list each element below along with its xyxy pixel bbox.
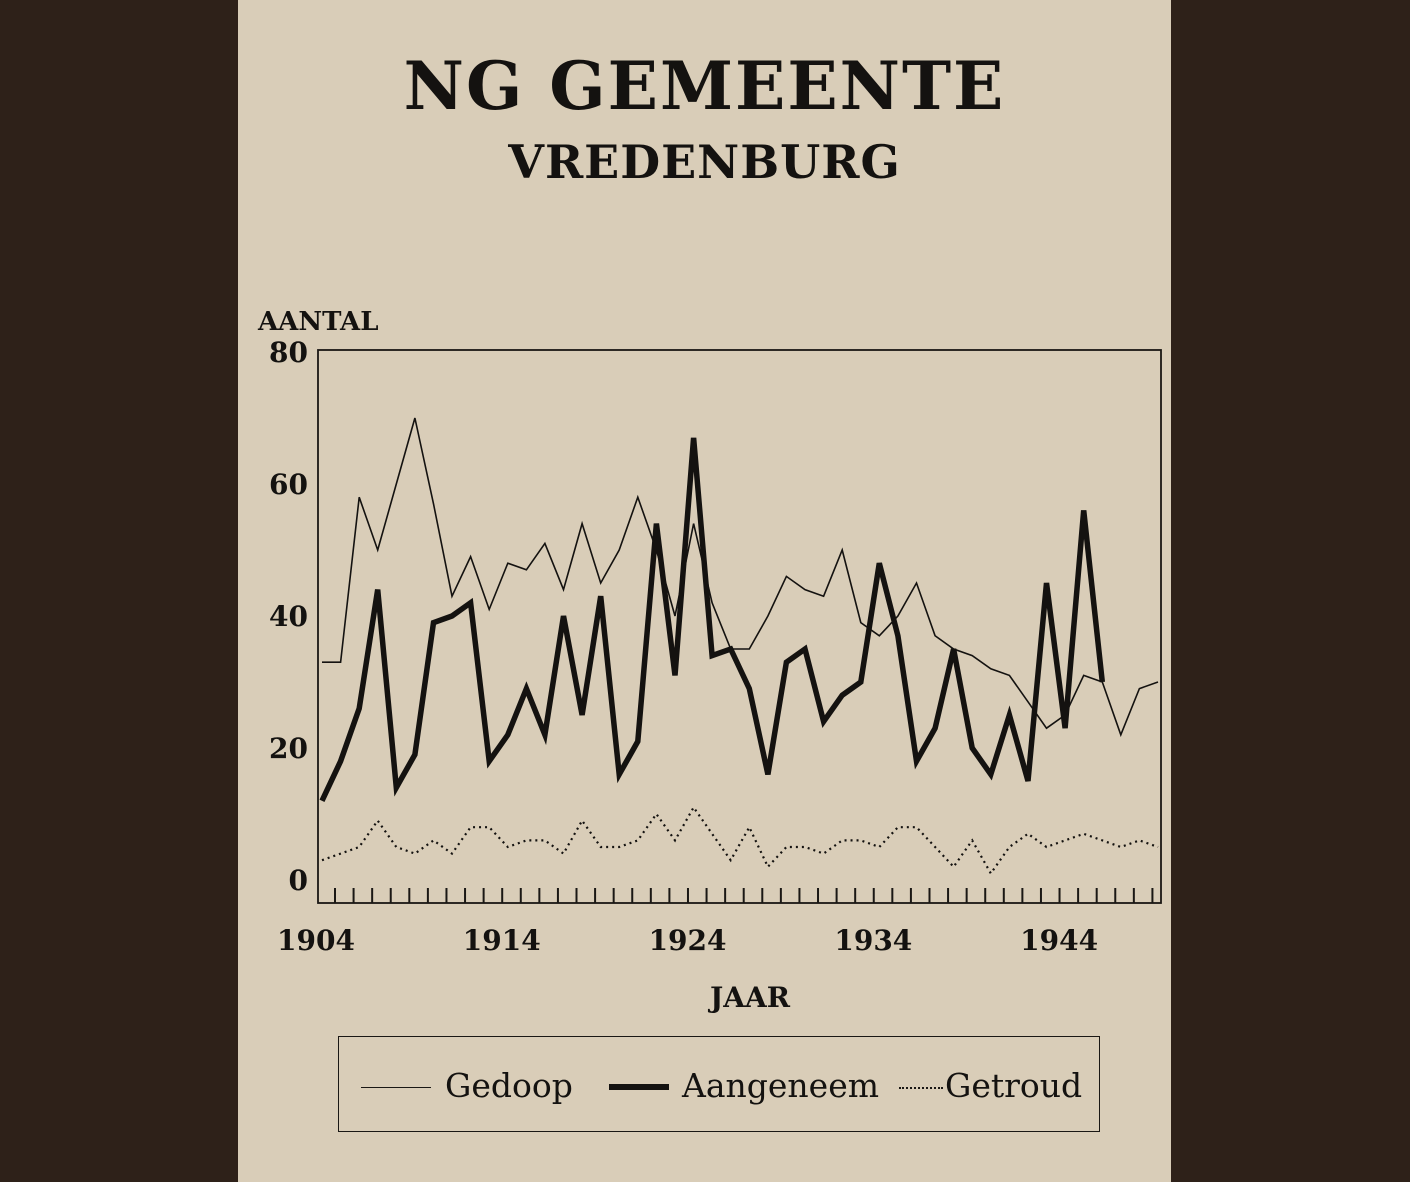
legend-label-gedoop: Gedoop (445, 1066, 573, 1105)
legend (338, 1036, 1100, 1132)
y-tick-label: 0 (288, 864, 308, 897)
legend-swatch-getroud (899, 1087, 943, 1089)
legend-swatch-gedoop (361, 1087, 431, 1088)
x-axis-label: JAAR (710, 981, 790, 1014)
x-tick-label: 1924 (648, 924, 727, 957)
y-tick-labels (269, 336, 308, 897)
line-chart (238, 0, 1171, 1182)
plot-frame (318, 350, 1161, 903)
x-tick-label: 1944 (1020, 924, 1099, 957)
chart-paper (238, 0, 1171, 1182)
y-tick-label: 80 (269, 336, 308, 369)
y-tick-label: 20 (269, 732, 308, 765)
series-line-gedoop (322, 418, 1158, 735)
series-lines (322, 418, 1158, 873)
y-axis-label: AANTAL (258, 307, 379, 337)
legend-label-aangeneem: Aangeneem (682, 1066, 880, 1105)
x-tick-label: 1934 (834, 924, 913, 957)
series-line-getroud (322, 807, 1158, 873)
series-line-aangeneem (322, 438, 1102, 801)
x-tick-label: 1914 (462, 924, 541, 957)
y-tick-label: 40 (269, 600, 308, 633)
tick-marks (335, 888, 1152, 903)
x-tick-label: 1904 (277, 924, 355, 957)
legend-swatch-aangeneem (609, 1084, 669, 1090)
y-tick-label: 60 (269, 468, 308, 501)
page-subtitle: VREDENBURG (508, 135, 901, 189)
x-tick-labels (277, 924, 1098, 957)
legend-label-getroud: Getroud (945, 1066, 1083, 1105)
page-title: NG GEMEENTE (403, 47, 1006, 125)
